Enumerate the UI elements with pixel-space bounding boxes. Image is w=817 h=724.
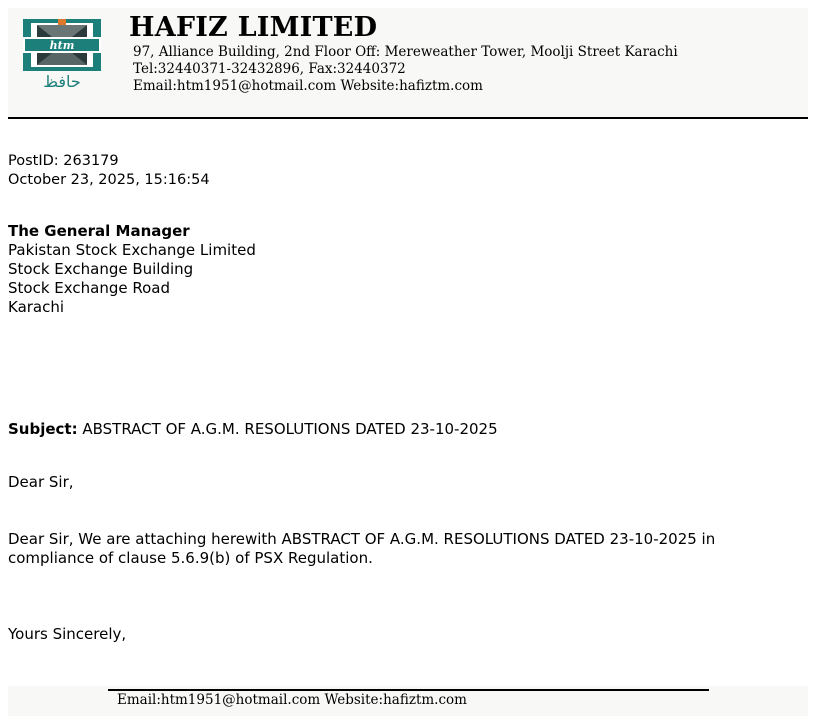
company-address: 97, Alliance Building, 2nd Floor Off: Mereweather Tower, Moolji Street Karachi <box>133 44 678 60</box>
letter-body: Dear Sir, We are attaching herewith ABSTRACT OF A.G.M. RESOLUTIONS DATED 23-10-2025 in compliance of clause 5.6.9(b) of PSX Regulation. <box>8 530 716 567</box>
salutation: Dear Sir, <box>8 473 74 491</box>
footer <box>8 686 808 716</box>
company-phone-fax: Tel:32440371-32432896, Fax:32440372 <box>133 61 406 77</box>
footer-divider <box>108 689 709 691</box>
letterhead <box>8 8 808 119</box>
recipient-line-4: Karachi <box>8 298 65 316</box>
closing: Yours Sincerely, <box>8 625 127 643</box>
svg-text:htm: htm <box>49 39 75 52</box>
post-datetime: October 23, 2025, 15:16:54 <box>8 172 210 188</box>
post-id: PostID: 263179 <box>8 153 119 169</box>
recipient-title: The General Manager <box>8 222 190 240</box>
recipient-line-1: Pakistan Stock Exchange Limited <box>8 241 256 259</box>
company-logo <box>23 19 101 91</box>
subject-label: Subject: <box>8 420 78 438</box>
footer-contact: Email:htm1951@hotmail.com Website:hafiztm.com <box>117 692 467 708</box>
recipient-line-2: Stock Exchange Building <box>8 260 194 278</box>
company-name: HAFIZ LIMITED <box>129 12 378 43</box>
recipient-address <box>8 222 256 317</box>
subject-text: ABSTRACT OF A.G.M. RESOLUTIONS DATED 23-10-2025 <box>77 420 498 438</box>
company-email-website: Email:htm1951@hotmail.com Website:hafiztm.com <box>133 78 483 94</box>
svg-text:حافظ: حافظ <box>43 72 81 91</box>
subject-line <box>8 420 498 438</box>
post-meta <box>8 152 210 190</box>
recipient-line-3: Stock Exchange Road <box>8 279 170 297</box>
